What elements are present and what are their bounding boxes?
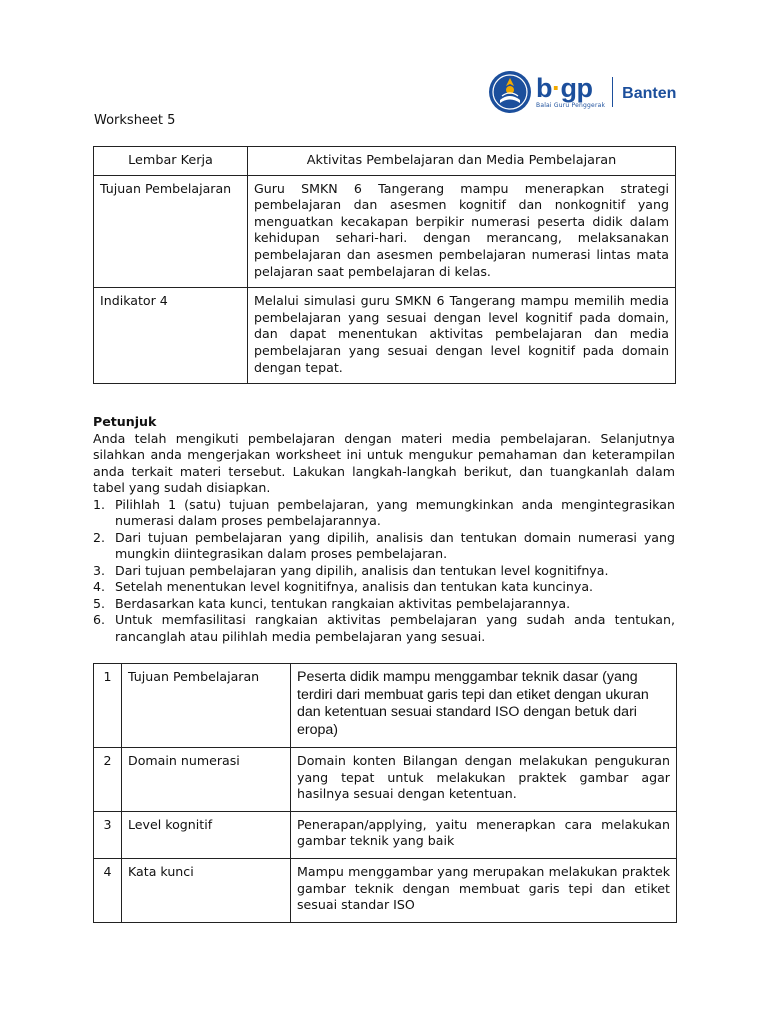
step-number: 4. (93, 579, 106, 594)
table-row (94, 858, 677, 922)
table-row (94, 748, 677, 812)
list-item (93, 530, 675, 563)
row-content: Domain konten Bilangan dengan melakukan pengukuran yang tepat untuk melakukan praktek gambar agar hasilnya sesuai dengan ketentuan. (291, 748, 677, 812)
list-item (93, 579, 675, 596)
activity-table (93, 146, 676, 384)
step-text: Setelah menentukan level kognitifnya, analisis dan tentukan kata kuncinya. (115, 579, 594, 594)
logo-subtitle: Balai Guru Penggerak (536, 102, 606, 109)
step-text: Dari tujuan pembelajaran yang dipilih, analisis dan tentukan level kognitifnya. (115, 562, 609, 578)
header-aktivitas: Aktivitas Pembelajaran dan Media Pembelajaran (248, 147, 676, 176)
step-number: 2. (93, 529, 106, 545)
step-text: Pilihlah 1 (satu) tujuan pembelajaran, yang memungkinkan anda mengintegrasikan numerasi dalam proses pembelajarannya. (115, 496, 675, 528)
logo-divider (612, 77, 613, 107)
step-text: Dari tujuan pembelajaran yang dipilih, analisis dan tentukan domain numerasi yang mungkin diintegrasikan dalam proses pembelajaran. (115, 529, 675, 561)
header-lembar-kerja: Lembar Kerja (94, 147, 248, 176)
instructions-intro: Anda telah mengikuti pembelajaran dengan materi media pembelajaran. Selanjutnya silahkan anda mengerjakan worksheet ini untuk mengukur pemahaman dan keterampilan anda terkait materi tersebut. Lakukan langkah-langkah berikut, dan tuangkanlah dalam tabel yang sudah disiapkan. (93, 430, 675, 495)
row-content: Mampu menggambar yang merupakan melakukan praktek gambar teknik dengan membuat garis tepi dan etiket sesuai standar ISO (291, 858, 677, 922)
row-content: Guru SMKN 6 Tangerang mampu menerapkan strategi pembelajaran dan asesmen kognitif dan nonkognitif yang menguatkan kecakapan berpikir numerasi peserta didik dalam kehidupan sehari-hari. dengan merancang, melaksanakan pembelajaran dan asesmen pembelajaran numerasi lintas mata pelajaran saat pembelajaran di kelas. (248, 175, 676, 288)
table-row (94, 175, 676, 288)
instructions-section (93, 414, 675, 645)
row-number: 4 (94, 858, 122, 922)
row-content: Melalui simulasi guru SMKN 6 Tangerang mampu memilih media pembelajaran yang sesuai dengan level kognitif pada domain, dan dapat menentukan aktivitas pembelajaran dan media pembelajaran yang sesuai dengan level kognitif pada domain dengan tepat. (248, 288, 676, 384)
row-number: 1 (94, 664, 122, 748)
row-label: Kata kunci (122, 858, 291, 922)
step-text: Untuk memfasilitasi rangkaian aktivitas pembelajaran yang sudah anda tentukan, rancanglah atau pilihlah media pembelajaran yang sesuai. (115, 612, 675, 644)
logo-wordmark: b·gp (536, 73, 593, 103)
step-number: 3. (93, 562, 106, 578)
table-header-row (94, 147, 676, 176)
step-text: Berdasarkan kata kunci, tentukan rangkaian aktivitas pembelajarannya. (115, 595, 571, 611)
row-label: Indikator 4 (94, 288, 248, 384)
table-row (94, 811, 677, 858)
row-content: Penerapan/applying, yaitu menerapkan cara melakukan gambar teknik yang baik (291, 811, 677, 858)
instructions-heading: Petunjuk (93, 414, 157, 429)
list-item (93, 612, 675, 645)
row-label: Tujuan Pembelajaran (94, 175, 248, 288)
step-number: 5. (93, 595, 106, 611)
list-item (93, 596, 675, 613)
row-number: 3 (94, 811, 122, 858)
logo-region: Banten (622, 85, 677, 102)
answer-table (93, 663, 677, 923)
step-number: 1. (93, 496, 106, 512)
row-label: Level kognitif (122, 811, 291, 858)
table-row (94, 288, 676, 384)
row-label: Tujuan Pembelajaran (122, 664, 291, 748)
worksheet-title: Worksheet 5 (94, 113, 176, 128)
row-label: Domain numerasi (122, 748, 291, 812)
step-number: 6. (93, 612, 106, 627)
bgp-logo (488, 70, 676, 114)
row-content: Peserta didik mampu menggambar teknik dasar (yang terdiri dari membuat garis tepi dan etiket dengan ukuran dan ketentuan sesuai standard ISO dengan betuk dari eropa) (291, 664, 677, 748)
table-row (94, 664, 677, 748)
row-number: 2 (94, 748, 122, 812)
list-item (93, 497, 675, 530)
instructions-steps (93, 497, 675, 646)
tut-wuri-handayani-emblem-icon (488, 70, 532, 114)
list-item (93, 563, 675, 580)
